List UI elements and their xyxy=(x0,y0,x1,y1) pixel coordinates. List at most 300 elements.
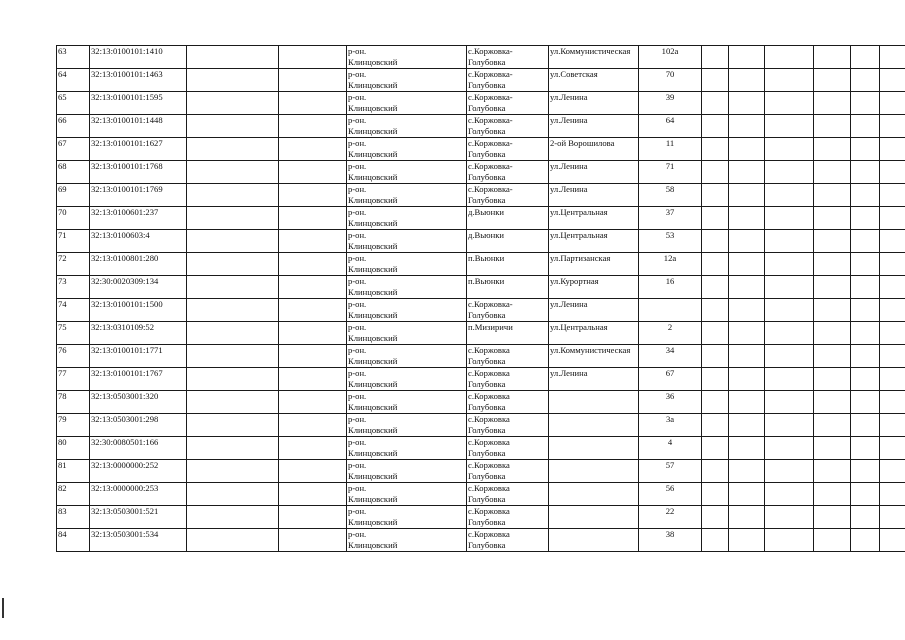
empty-cell xyxy=(187,276,279,299)
empty-cell xyxy=(814,92,851,115)
district-line-1: р-он. xyxy=(348,345,367,355)
row-number-cell: 82 xyxy=(57,483,90,506)
empty-cell xyxy=(279,207,347,230)
cadastral-number-cell: 32:13:0100101:1769 xyxy=(90,184,187,207)
empty-cell xyxy=(702,253,729,276)
street-cell: ул.Центральная xyxy=(549,207,639,230)
table-row xyxy=(57,115,905,138)
empty-cell xyxy=(765,184,814,207)
house-number-cell: 37 xyxy=(639,207,702,230)
empty-cell xyxy=(880,253,905,276)
district-cell xyxy=(347,138,467,161)
locality-line-1: с.Коржовка- xyxy=(468,115,513,125)
empty-cell xyxy=(851,483,880,506)
table-row xyxy=(57,207,905,230)
cadastral-number-cell: 32:13:0000000:252 xyxy=(90,460,187,483)
empty-cell xyxy=(814,345,851,368)
table-row xyxy=(57,529,905,552)
empty-cell xyxy=(814,414,851,437)
empty-cell xyxy=(851,437,880,460)
empty-cell xyxy=(279,46,347,69)
house-number-cell: 36 xyxy=(639,391,702,414)
cadastral-number-cell: 32:13:0100101:1771 xyxy=(90,345,187,368)
empty-cell xyxy=(702,322,729,345)
table-row xyxy=(57,322,905,345)
empty-cell xyxy=(187,138,279,161)
cadastral-number-cell: 32:13:0100101:1767 xyxy=(90,368,187,391)
empty-cell xyxy=(851,46,880,69)
property-registry-table xyxy=(56,45,905,552)
cadastral-number-cell: 32:13:0503001:298 xyxy=(90,414,187,437)
district-cell xyxy=(347,207,467,230)
empty-cell xyxy=(851,345,880,368)
empty-cell xyxy=(187,506,279,529)
house-number-cell: 4 xyxy=(639,437,702,460)
empty-cell xyxy=(765,69,814,92)
empty-cell xyxy=(765,322,814,345)
street-cell: 2-ой Ворошилова xyxy=(549,138,639,161)
locality-cell xyxy=(467,322,549,345)
district-cell xyxy=(347,506,467,529)
empty-cell xyxy=(729,161,765,184)
district-cell xyxy=(347,253,467,276)
district-line-2: Клинцовский xyxy=(348,240,398,251)
locality-line-1: с.Коржовка xyxy=(468,437,510,447)
locality-cell xyxy=(467,529,549,552)
district-line-1: р-он. xyxy=(348,184,367,194)
empty-cell xyxy=(187,230,279,253)
empty-cell xyxy=(702,92,729,115)
house-number-cell: 57 xyxy=(639,460,702,483)
locality-cell xyxy=(467,46,549,69)
district-line-2: Клинцовский xyxy=(348,401,398,412)
district-line-2: Клинцовский xyxy=(348,263,398,274)
table-row xyxy=(57,161,905,184)
house-number-cell: 64 xyxy=(639,115,702,138)
row-number-cell: 69 xyxy=(57,184,90,207)
empty-cell xyxy=(702,69,729,92)
empty-cell xyxy=(279,161,347,184)
empty-cell xyxy=(702,460,729,483)
street-cell xyxy=(549,437,639,460)
house-number-cell: 39 xyxy=(639,92,702,115)
cadastral-number-cell: 32:30:0020309:134 xyxy=(90,276,187,299)
district-line-1: р-он. xyxy=(348,46,367,56)
district-line-2: Клинцовский xyxy=(348,539,398,550)
locality-line-1: п.Вьюнки xyxy=(468,276,505,286)
empty-cell xyxy=(814,322,851,345)
locality-line-2: Голубовка xyxy=(468,125,506,136)
row-number-cell: 65 xyxy=(57,92,90,115)
empty-cell xyxy=(279,184,347,207)
district-cell xyxy=(347,437,467,460)
street-cell: ул.Ленина xyxy=(549,184,639,207)
street-cell xyxy=(549,414,639,437)
locality-line-1: с.Коржовка xyxy=(468,391,510,401)
locality-line-1: с.Коржовка- xyxy=(468,161,513,171)
locality-line-1: с.Коржовка xyxy=(468,414,510,424)
district-cell xyxy=(347,92,467,115)
row-number-cell: 63 xyxy=(57,46,90,69)
street-cell xyxy=(549,483,639,506)
locality-cell xyxy=(467,414,549,437)
row-number-cell: 72 xyxy=(57,253,90,276)
empty-cell xyxy=(765,161,814,184)
empty-cell xyxy=(702,437,729,460)
house-number-cell: 56 xyxy=(639,483,702,506)
locality-line-1: д.Вьюнки xyxy=(468,230,504,240)
empty-cell xyxy=(187,299,279,322)
district-line-1: р-он. xyxy=(348,276,367,286)
empty-cell xyxy=(279,138,347,161)
empty-cell xyxy=(851,184,880,207)
cadastral-number-cell: 32:13:0000000:253 xyxy=(90,483,187,506)
empty-cell xyxy=(851,414,880,437)
row-number-cell: 84 xyxy=(57,529,90,552)
district-line-1: р-он. xyxy=(348,506,367,516)
empty-cell xyxy=(187,483,279,506)
empty-cell xyxy=(187,69,279,92)
empty-cell xyxy=(880,345,905,368)
district-line-2: Клинцовский xyxy=(348,217,398,228)
empty-cell xyxy=(814,460,851,483)
empty-cell xyxy=(851,69,880,92)
house-number-cell: 38 xyxy=(639,529,702,552)
locality-line-1: с.Коржовка- xyxy=(468,69,513,79)
empty-cell xyxy=(880,276,905,299)
empty-cell xyxy=(851,506,880,529)
district-line-2: Клинцовский xyxy=(348,56,398,67)
empty-cell xyxy=(279,529,347,552)
empty-cell xyxy=(702,299,729,322)
empty-cell xyxy=(187,529,279,552)
empty-cell xyxy=(814,161,851,184)
empty-cell xyxy=(279,299,347,322)
empty-cell xyxy=(729,207,765,230)
empty-cell xyxy=(880,69,905,92)
district-line-1: р-он. xyxy=(348,253,367,263)
table-body xyxy=(57,46,905,552)
empty-cell xyxy=(851,460,880,483)
table-row xyxy=(57,69,905,92)
document-page xyxy=(56,45,905,552)
empty-cell xyxy=(851,92,880,115)
row-number-cell: 73 xyxy=(57,276,90,299)
empty-cell xyxy=(851,391,880,414)
empty-cell xyxy=(279,345,347,368)
locality-line-2: Голубовка xyxy=(468,79,506,90)
house-number-cell: 2 xyxy=(639,322,702,345)
row-number-cell: 66 xyxy=(57,115,90,138)
empty-cell xyxy=(702,345,729,368)
empty-cell xyxy=(880,161,905,184)
empty-cell xyxy=(702,483,729,506)
empty-cell xyxy=(729,391,765,414)
table-row xyxy=(57,46,905,69)
empty-cell xyxy=(702,414,729,437)
empty-cell xyxy=(729,437,765,460)
district-line-2: Клинцовский xyxy=(348,424,398,435)
house-number-cell: 102а xyxy=(639,46,702,69)
empty-cell xyxy=(880,207,905,230)
cadastral-number-cell: 32:13:0100101:1500 xyxy=(90,299,187,322)
street-cell: ул.Ленина xyxy=(549,299,639,322)
empty-cell xyxy=(814,69,851,92)
locality-cell xyxy=(467,69,549,92)
house-number-cell: 16 xyxy=(639,276,702,299)
district-cell xyxy=(347,322,467,345)
empty-cell xyxy=(187,345,279,368)
empty-cell xyxy=(814,299,851,322)
scan-edge-mark xyxy=(2,598,4,618)
district-cell xyxy=(347,184,467,207)
table-row xyxy=(57,299,905,322)
row-number-cell: 67 xyxy=(57,138,90,161)
empty-cell xyxy=(880,460,905,483)
empty-cell xyxy=(729,230,765,253)
empty-cell xyxy=(187,92,279,115)
district-line-1: р-он. xyxy=(348,368,367,378)
locality-line-2: Голубовка xyxy=(468,56,506,67)
row-number-cell: 76 xyxy=(57,345,90,368)
cadastral-number-cell: 32:30:0080501:166 xyxy=(90,437,187,460)
district-line-1: р-он. xyxy=(348,92,367,102)
district-line-2: Клинцовский xyxy=(348,125,398,136)
empty-cell xyxy=(814,391,851,414)
table-row xyxy=(57,345,905,368)
empty-cell xyxy=(880,46,905,69)
empty-cell xyxy=(765,253,814,276)
locality-line-1: п.Мизиричи xyxy=(468,322,513,332)
cadastral-number-cell: 32:13:0100101:1768 xyxy=(90,161,187,184)
empty-cell xyxy=(729,322,765,345)
district-line-2: Клинцовский xyxy=(348,447,398,458)
empty-cell xyxy=(880,322,905,345)
table-row xyxy=(57,92,905,115)
locality-line-1: с.Коржовка xyxy=(468,506,510,516)
house-number-cell: 67 xyxy=(639,368,702,391)
empty-cell xyxy=(765,276,814,299)
table-row xyxy=(57,368,905,391)
street-cell xyxy=(549,506,639,529)
empty-cell xyxy=(702,138,729,161)
empty-cell xyxy=(880,299,905,322)
empty-cell xyxy=(702,276,729,299)
empty-cell xyxy=(851,276,880,299)
district-cell xyxy=(347,414,467,437)
empty-cell xyxy=(279,322,347,345)
row-number-cell: 81 xyxy=(57,460,90,483)
empty-cell xyxy=(851,161,880,184)
street-cell: ул.Ленина xyxy=(549,161,639,184)
empty-cell xyxy=(702,230,729,253)
locality-cell xyxy=(467,207,549,230)
empty-cell xyxy=(814,483,851,506)
district-cell xyxy=(347,483,467,506)
locality-line-2: Голубовка xyxy=(468,539,506,550)
district-line-2: Клинцовский xyxy=(348,493,398,504)
empty-cell xyxy=(765,391,814,414)
district-line-2: Клинцовский xyxy=(348,332,398,343)
empty-cell xyxy=(702,161,729,184)
street-cell: ул.Ленина xyxy=(549,368,639,391)
empty-cell xyxy=(765,207,814,230)
row-number-cell: 71 xyxy=(57,230,90,253)
district-cell xyxy=(347,460,467,483)
empty-cell xyxy=(880,230,905,253)
locality-cell xyxy=(467,460,549,483)
street-cell: ул.Центральная xyxy=(549,322,639,345)
district-line-2: Клинцовский xyxy=(348,148,398,159)
empty-cell xyxy=(814,506,851,529)
empty-cell xyxy=(765,138,814,161)
empty-cell xyxy=(279,391,347,414)
empty-cell xyxy=(729,529,765,552)
district-line-1: р-он. xyxy=(348,483,367,493)
table-row xyxy=(57,437,905,460)
district-line-1: р-он. xyxy=(348,391,367,401)
cadastral-number-cell: 32:13:0503001:534 xyxy=(90,529,187,552)
locality-line-2: Голубовка xyxy=(468,493,506,504)
street-cell xyxy=(549,529,639,552)
table-row xyxy=(57,276,905,299)
house-number-cell: 58 xyxy=(639,184,702,207)
empty-cell xyxy=(814,253,851,276)
empty-cell xyxy=(765,345,814,368)
locality-cell xyxy=(467,138,549,161)
district-line-2: Клинцовский xyxy=(348,79,398,90)
table-row xyxy=(57,184,905,207)
empty-cell xyxy=(880,437,905,460)
house-number-cell: 12а xyxy=(639,253,702,276)
empty-cell xyxy=(729,184,765,207)
district-cell xyxy=(347,391,467,414)
empty-cell xyxy=(279,276,347,299)
district-line-2: Клинцовский xyxy=(348,470,398,481)
district-line-1: р-он. xyxy=(348,230,367,240)
row-number-cell: 70 xyxy=(57,207,90,230)
empty-cell xyxy=(880,391,905,414)
empty-cell xyxy=(880,506,905,529)
locality-line-1: с.Коржовка xyxy=(468,529,510,539)
empty-cell xyxy=(814,138,851,161)
empty-cell xyxy=(851,299,880,322)
empty-cell xyxy=(279,437,347,460)
cadastral-number-cell: 32:13:0100101:1627 xyxy=(90,138,187,161)
empty-cell xyxy=(729,414,765,437)
row-number-cell: 83 xyxy=(57,506,90,529)
empty-cell xyxy=(729,460,765,483)
empty-cell xyxy=(880,368,905,391)
empty-cell xyxy=(851,368,880,391)
locality-line-1: с.Коржовка- xyxy=(468,46,513,56)
district-cell xyxy=(347,115,467,138)
cadastral-number-cell: 32:13:0100101:1463 xyxy=(90,69,187,92)
locality-line-2: Голубовка xyxy=(468,424,506,435)
locality-cell xyxy=(467,368,549,391)
house-number-cell: 22 xyxy=(639,506,702,529)
row-number-cell: 80 xyxy=(57,437,90,460)
street-cell: ул.Ленина xyxy=(549,92,639,115)
empty-cell xyxy=(729,506,765,529)
empty-cell xyxy=(814,368,851,391)
empty-cell xyxy=(765,483,814,506)
locality-line-2: Голубовка xyxy=(468,102,506,113)
locality-line-1: с.Коржовка xyxy=(468,460,510,470)
empty-cell xyxy=(814,207,851,230)
locality-cell xyxy=(467,299,549,322)
district-cell xyxy=(347,345,467,368)
cadastral-number-cell: 32:13:0100801:280 xyxy=(90,253,187,276)
house-number-cell: 53 xyxy=(639,230,702,253)
locality-line-1: с.Коржовка- xyxy=(468,92,513,102)
empty-cell xyxy=(851,207,880,230)
empty-cell xyxy=(279,460,347,483)
table-row xyxy=(57,230,905,253)
table-row xyxy=(57,506,905,529)
empty-cell xyxy=(279,253,347,276)
empty-cell xyxy=(814,46,851,69)
district-cell xyxy=(347,46,467,69)
empty-cell xyxy=(765,437,814,460)
locality-cell xyxy=(467,253,549,276)
locality-cell xyxy=(467,161,549,184)
district-line-1: р-он. xyxy=(348,299,367,309)
cadastral-number-cell: 32:13:0100101:1595 xyxy=(90,92,187,115)
street-cell xyxy=(549,460,639,483)
row-number-cell: 74 xyxy=(57,299,90,322)
district-line-2: Клинцовский xyxy=(348,378,398,389)
empty-cell xyxy=(765,92,814,115)
locality-line-1: с.Коржовка- xyxy=(468,299,513,309)
cadastral-number-cell: 32:13:0310109:52 xyxy=(90,322,187,345)
district-cell xyxy=(347,529,467,552)
house-number-cell: 70 xyxy=(639,69,702,92)
district-line-1: р-он. xyxy=(348,437,367,447)
district-line-1: р-он. xyxy=(348,161,367,171)
empty-cell xyxy=(765,460,814,483)
empty-cell xyxy=(880,138,905,161)
district-line-2: Клинцовский xyxy=(348,355,398,366)
locality-line-1: д.Вьюнки xyxy=(468,207,504,217)
locality-cell xyxy=(467,115,549,138)
cadastral-number-cell: 32:13:0100603:4 xyxy=(90,230,187,253)
empty-cell xyxy=(765,414,814,437)
empty-cell xyxy=(729,368,765,391)
empty-cell xyxy=(765,506,814,529)
empty-cell xyxy=(702,368,729,391)
locality-cell xyxy=(467,506,549,529)
empty-cell xyxy=(880,115,905,138)
district-line-1: р-он. xyxy=(348,115,367,125)
empty-cell xyxy=(187,184,279,207)
empty-cell xyxy=(851,138,880,161)
locality-cell xyxy=(467,437,549,460)
empty-cell xyxy=(187,368,279,391)
empty-cell xyxy=(765,230,814,253)
empty-cell xyxy=(702,529,729,552)
table-row xyxy=(57,391,905,414)
district-line-1: р-он. xyxy=(348,322,367,332)
empty-cell xyxy=(187,115,279,138)
locality-cell xyxy=(467,391,549,414)
district-line-2: Клинцовский xyxy=(348,516,398,527)
locality-line-1: п.Вьюнки xyxy=(468,253,505,263)
empty-cell xyxy=(702,184,729,207)
empty-cell xyxy=(765,368,814,391)
district-cell xyxy=(347,368,467,391)
locality-cell xyxy=(467,345,549,368)
